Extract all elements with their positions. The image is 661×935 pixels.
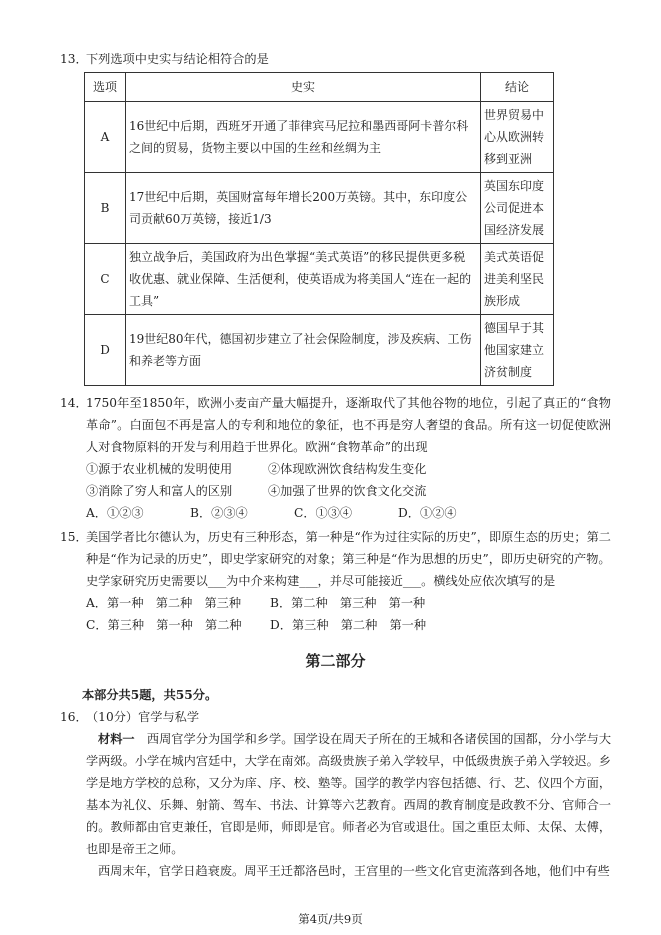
material-label: 材料一: [98, 732, 135, 746]
conclusion-cell: 美式英语促进美利坚民族形成: [481, 244, 554, 315]
answer-option: D．第三种 第二种 第一种: [270, 618, 427, 632]
question-text: [86, 526, 611, 592]
answer-option: C．①③④: [294, 506, 353, 520]
page-footer: 第4页/共9页: [298, 912, 363, 926]
material-text-line: 是地方学校的总称，又分为庠、序、校、塾等。国学的教学内容包括德、行、艺、仪四个方面，基本: [86, 776, 612, 812]
answer-option: C．第三种 第一种 第二种: [86, 618, 242, 632]
question-number: 14．: [60, 396, 88, 410]
material-text-line: 师都由官吏兼任，官即是师，师即是官。师者必为官或退仕。国之重臣太师、太保、太傅，也即是帝王: [86, 820, 612, 856]
statement: ③消除了穷人和富人的区别: [86, 484, 233, 498]
option-label: B: [85, 173, 126, 244]
question-15: [60, 526, 611, 636]
option-label: A: [85, 102, 126, 173]
answer-option: A．第一种 第二种 第三种: [86, 596, 242, 610]
conclusion-cell: 英国东印度公司促进本国经济发展: [481, 173, 554, 244]
question-13: [60, 48, 611, 70]
conclusion-cell: 世界贸易中心从欧洲转移到亚洲: [481, 102, 554, 173]
section-title: 第二部分: [305, 652, 366, 670]
question-text: [86, 392, 611, 458]
statement: ①源于农业机械的发明使用: [86, 462, 233, 476]
answer-option: D．①②④: [398, 506, 457, 520]
fact-cell: 19世纪80年代，德国初步建立了社会保险制度，涉及疾病、工伤和养老等方面: [126, 315, 481, 386]
question-stem: 下列选项中史实与结论相符合的是: [86, 52, 269, 66]
table-row: [85, 315, 554, 386]
statement: ②体现欧洲饮食结构发生变化: [268, 462, 427, 476]
question-text-line: 美国学者比尔德认为，历史有三种形态，第一种是“作为过往实际的历史”，即原生态的历史；第二: [86, 530, 611, 544]
material-text-line: 西周官学分为国学和乡学。国学设在周天子所在的王城和各诸侯国的国都，分小学与大: [146, 732, 612, 746]
header-fact: 史实: [126, 73, 481, 102]
question-number: 15．: [60, 530, 88, 544]
question-text-line: 1750年至1850年，欧洲小麦亩产量大幅提升，逐渐取代了其他谷物的地位，引起了真正的“食物革命”。: [86, 396, 611, 432]
material-text-line: 学两级。小学在城内宫廷中，大学在南郊。高级贵族子弟入学较早，中低级贵族子弟入学较迟。乡学: [86, 754, 611, 790]
fact-cell: 16世纪中后期，西班牙开通了菲律宾马尼拉和墨西哥阿卡普尔科之间的贸易，货物主要以中国的生丝和丝绸为主: [126, 102, 481, 173]
answer-option: B．②③④: [190, 506, 248, 520]
table-row: [85, 173, 554, 244]
header-conclusion: 结论: [481, 73, 554, 102]
question-number: 13．: [60, 52, 88, 66]
material-text-line: 之师。: [146, 842, 184, 856]
material-text: [86, 728, 611, 860]
question-number: 16．: [60, 710, 88, 724]
table-header: [85, 73, 554, 102]
question-title: （10分）官学与私学: [86, 710, 200, 724]
fact-cell: 独立战争后，美国政府为出色掌握“美式英语”的移民提供更多税收优惠、就业保障、生活便利，使英语成为将美国人“连在一起的工具”: [126, 244, 481, 315]
material-text: 西周末年，官学日趋衰废。周平王迁都洛邑时，王宫里的一些文化官吏流落到各地，他们中有些: [98, 864, 610, 878]
option-label: D: [85, 315, 126, 386]
question-16: [60, 706, 611, 882]
section-intro: 本部分共5题，共55分。: [82, 688, 218, 702]
fact-cell: 17世纪中后期，英国财富每年增长200万英镑。其中，东印度公司贡献60万英镑，接近1/3: [126, 173, 481, 244]
answer-option: B．第二种 第三种 第一种: [270, 596, 426, 610]
q13-table: [84, 72, 554, 386]
question-text-line: 白面包不再是富人的专利和地位的象征，也不再是穷人奢望的食品。所有这一切促使欧洲人对食物原: [86, 418, 611, 454]
answer-options: [86, 502, 611, 524]
material-text-line: 为礼仪、乐舞、射箭、驾车、书法、计算等六艺教育。西周的教育制度是政教不分、官师合一的。教: [86, 798, 612, 834]
option-label: C: [85, 244, 126, 315]
conclusion-cell: 德国早于其他国家建立济贫制度: [481, 315, 554, 386]
answer-options: [86, 614, 611, 636]
question-14: [60, 392, 611, 524]
answer-option: A．①②③: [86, 506, 144, 520]
answer-options: [86, 592, 611, 614]
question-text-line: 料的开发与利用趋于世界化。欧洲“食物革命”的出现: [146, 440, 428, 454]
statement: ④加强了世界的饮食文化交流: [268, 484, 427, 498]
table-row: [85, 102, 554, 173]
header-option: 选项: [85, 73, 126, 102]
table-row: [85, 244, 554, 315]
statements-row: [86, 480, 611, 502]
question-text-line: 史学家研究历史需要以___为中介来构建___，并尽可能接近___。横线处应依次填写的是: [86, 574, 556, 588]
question-text-line: 种是“作为记录的历史”，即史学家研究的对象；第三种是“作为思想的历史”，即历史研究的产物。: [86, 552, 611, 566]
statements-row: [86, 458, 611, 480]
